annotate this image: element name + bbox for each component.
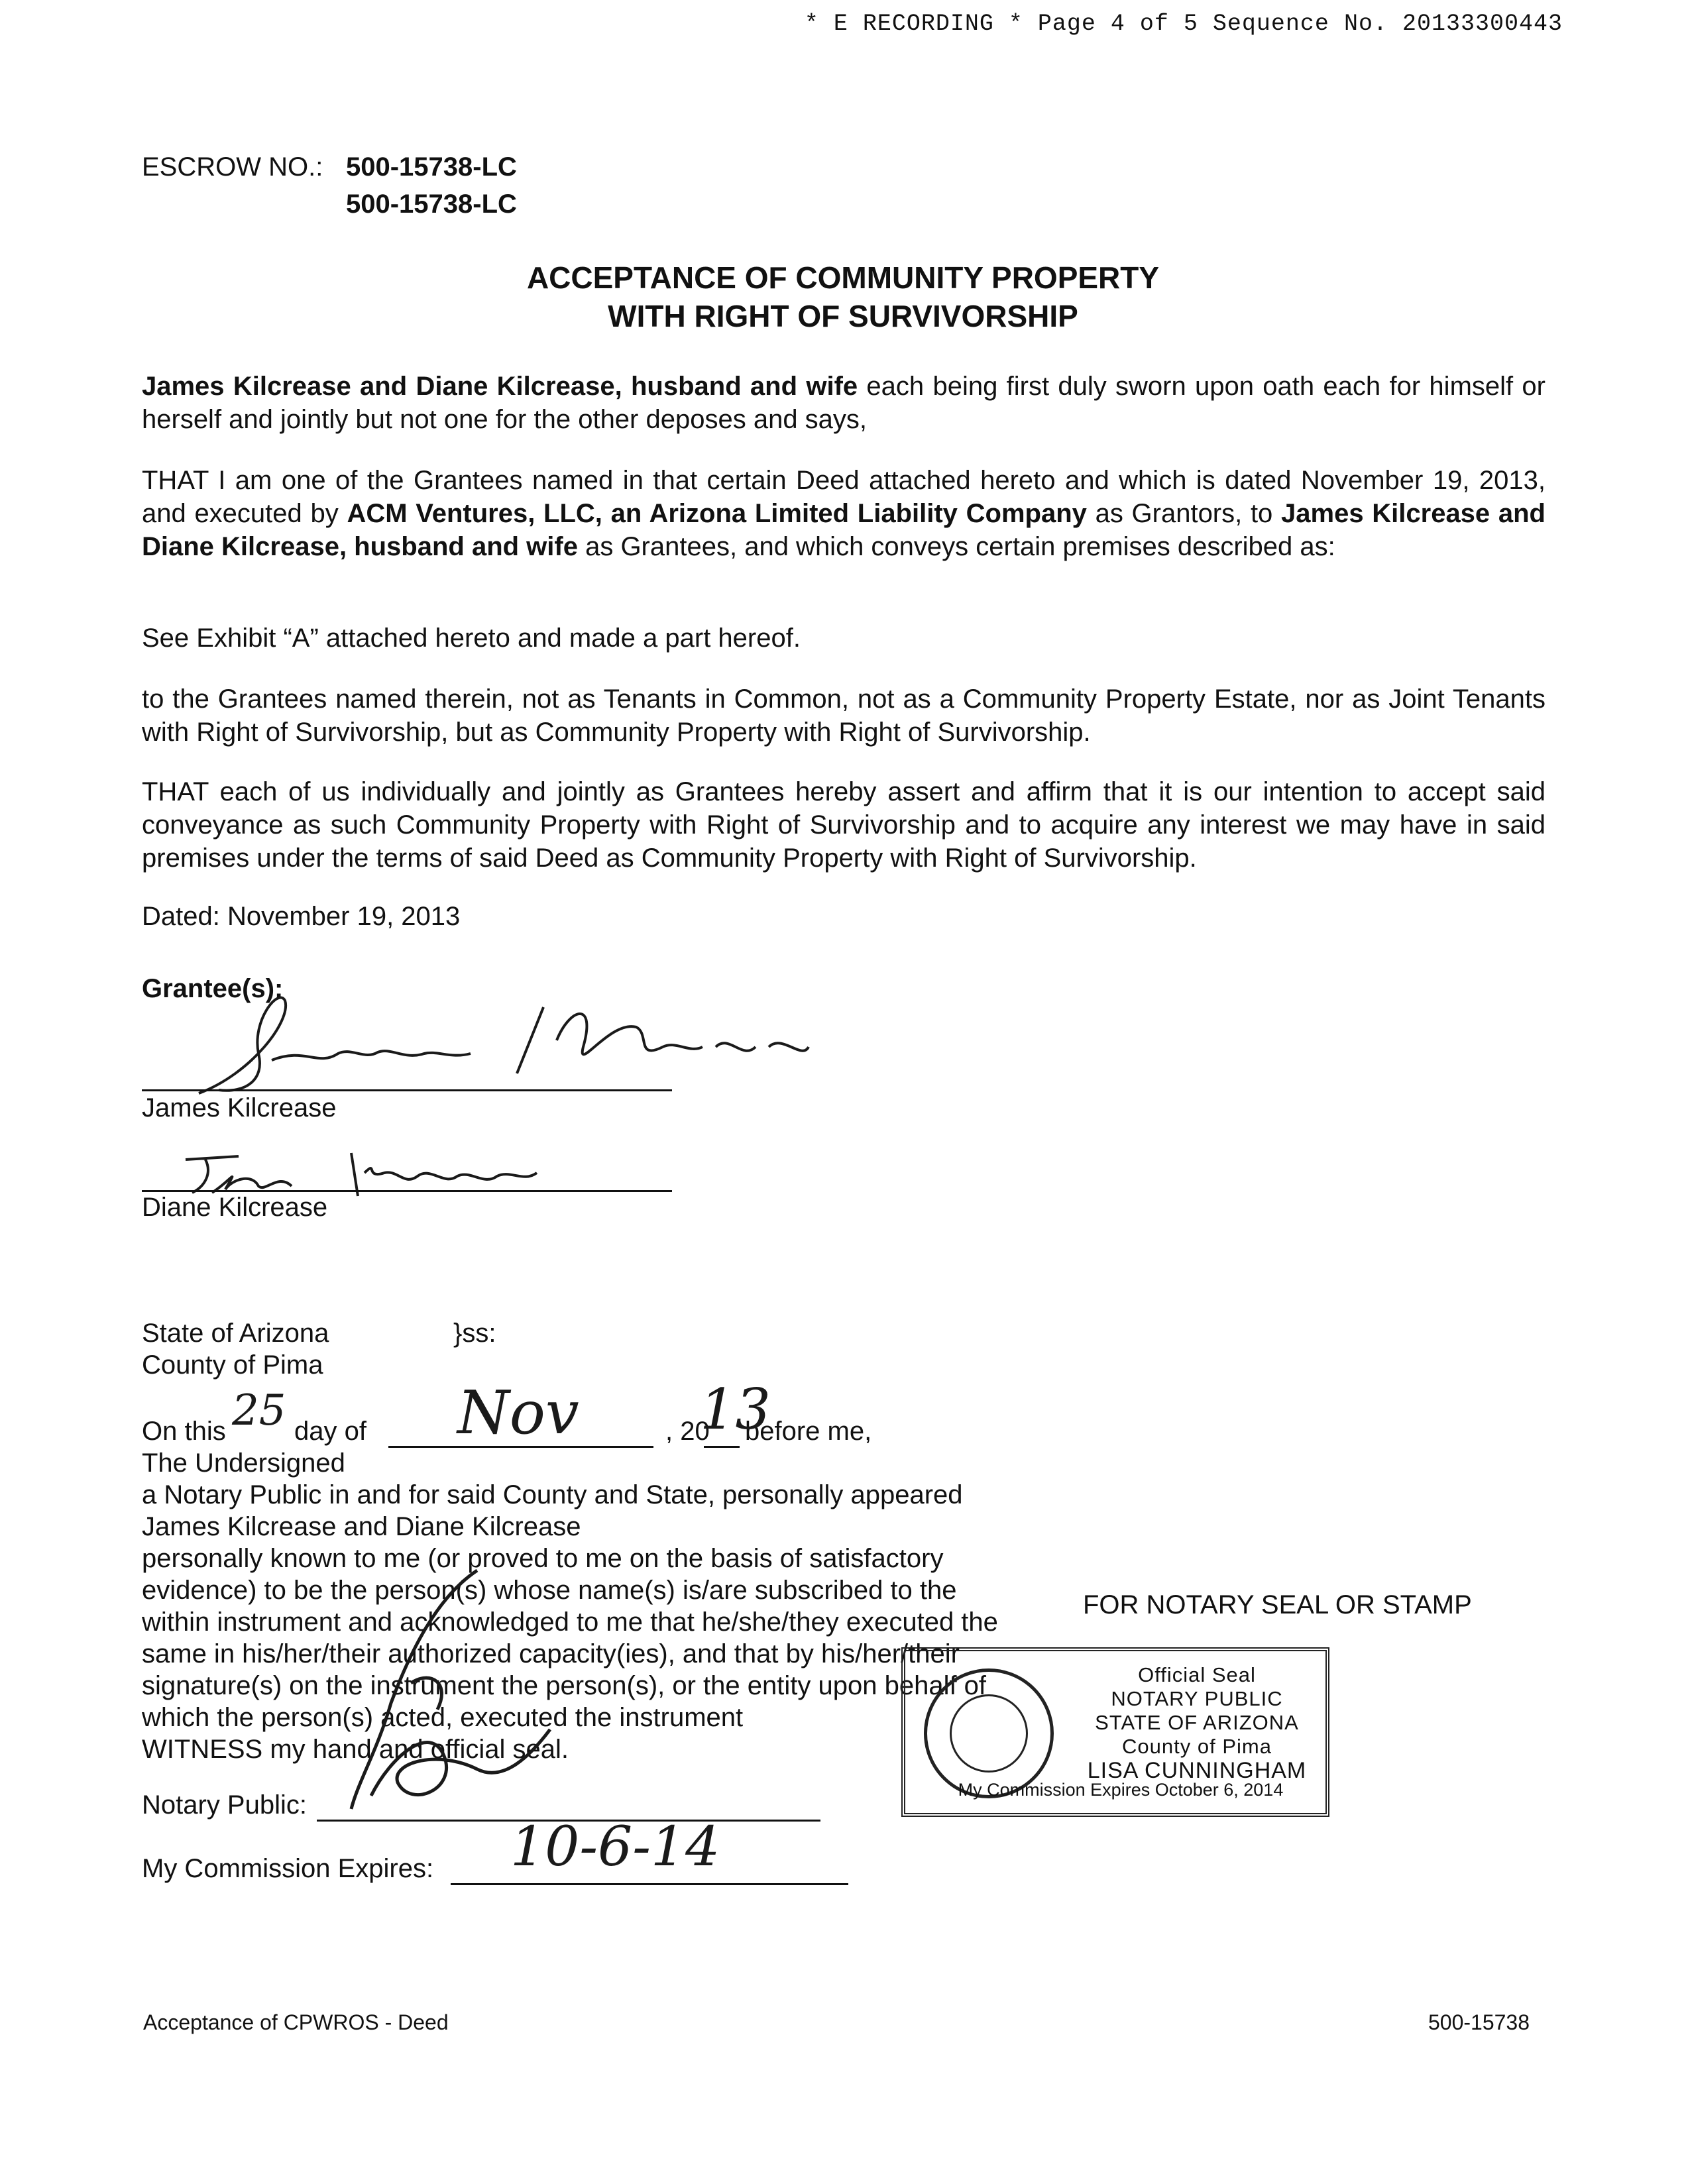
paragraph-deed-description (142, 464, 1546, 563)
grantee-label: Grantee(s): (142, 974, 284, 1003)
venue-state: State of Arizona }ss: (142, 1319, 496, 1348)
para2-text-2: as Grantors, to (1086, 499, 1282, 528)
footer-right: 500-15738 (1428, 2010, 1530, 2034)
signature-line-2 (142, 1190, 672, 1192)
escrow-number-2: 500-15738-LC (346, 190, 517, 219)
title-line-1: ACCEPTANCE OF COMMUNITY PROPERTY (526, 260, 1160, 295)
grantees-bold-2: James Kilcrease and Diane Kilcrease, husband and wife (142, 499, 1546, 561)
notary-seal-label: FOR NOTARY SEAL OR STAMP (1083, 1590, 1472, 1619)
footer-left: Acceptance of CPWROS - Deed (143, 2010, 449, 2034)
notary-line-e: within instrument and acknowledged to me that he/she/they executed the (142, 1608, 998, 1637)
handwritten-day: 25 (232, 1386, 286, 1435)
grantee-name-1: James Kilcrease (142, 1093, 337, 1122)
notary-public-line: Notary Public: (142, 1790, 307, 1820)
notary-line-b: James Kilcrease and Diane Kilcrease (142, 1512, 581, 1541)
signature-line-1 (142, 1089, 672, 1091)
recording-header: * E RECORDING * Page 4 of 5 Sequence No. 20133300443 (804, 11, 1563, 37)
handwritten-year: 13 (700, 1377, 771, 1442)
state-seal-emblem (924, 1668, 1054, 1798)
on-this-line: On this day of , 20 before me, (142, 1417, 872, 1446)
para1-text: each being first duly sworn upon oath each for himself or herself and jointly but not one for the other deposes and says, (142, 372, 1546, 434)
notary-line-g: signature(s) on the instrument the person(s), or the entity upon behalf of (142, 1671, 987, 1700)
year-blank-line (704, 1446, 740, 1448)
notary-line-i: WITNESS my hand and official seal. (142, 1735, 569, 1764)
paragraph-exhibit: See Exhibit “A” attached hereto and made a part hereof. (142, 624, 801, 653)
venue-county: County of Pima (142, 1350, 323, 1380)
notary-line-d: evidence) to be the person(s) whose name(s) is/are subscribed to the (142, 1576, 957, 1605)
handwritten-expiry: 10-6-14 (510, 1816, 720, 1879)
commission-expires-line: My Commission Expires: (142, 1854, 434, 1883)
notary-line-c: personally known to me (or proved to me on the basis of satisfactory (142, 1544, 944, 1573)
escrow-number-1: 500-15738-LC (346, 152, 517, 182)
para2-text-1: THAT I am one of the Grantees named in that certain Deed attached hereto and which is dated November 19, 2013, and executed by (142, 466, 1546, 528)
grantee-name-2: Diane Kilcrease (142, 1193, 328, 1222)
grantor-bold: ACM Ventures, LLC, an Arizona Limited Liability Company (347, 499, 1087, 528)
undersigned: The Undersigned (142, 1448, 345, 1478)
venue-ss: }ss: (453, 1319, 496, 1348)
paragraph-affirmation: THAT each of us individually and jointly as Grantees hereby assert and affirm that it is our intention to accept said conveyance as such Community Property with Right of Survivorship and to acquire any interest we may have in said premises under the terms of said Deed as Community Property with Right of Survivorship. (142, 777, 1546, 873)
notary-line-a: a Notary Public in and for said County and State, personally appeared (142, 1480, 963, 1509)
commission-expires-blank (451, 1883, 848, 1885)
grantees-bold: James Kilcrease and Diane Kilcrease, husband and wife (142, 372, 858, 401)
paragraph-grantees-sworn (142, 370, 1546, 436)
escrow-label: ESCROW NO.: (142, 152, 323, 182)
dated-line: Dated: November 19, 2013 (142, 902, 461, 931)
notary-line-h: which the person(s) acted, executed the instrument (142, 1703, 744, 1732)
paragraph-tenancy: to the Grantees named therein, not as Tenants in Common, not as a Community Property Estate, nor as Joint Tenants with Right of Survivorship, but as Community Property with Right of Survivorship. (142, 684, 1546, 747)
stamp-text: Official Seal NOTARY PUBLIC STATE OF ARIZONA County of Pima LISA CUNNINGHAM (1087, 1663, 1307, 1783)
handwritten-month: Nov (457, 1378, 579, 1448)
title-line-2: WITH RIGHT OF SURVIVORSHIP (608, 299, 1078, 333)
para2-text-3: as Grantees, and which conveys certain premises described as: (577, 532, 1335, 561)
stamp-expiration: My Commission Expires October 6, 2014 (958, 1780, 1284, 1800)
notary-line-f: same in his/her/their authorized capacity(ies), and that by his/her/their (142, 1639, 960, 1668)
notary-stamp (901, 1647, 1329, 1817)
document-title (0, 258, 1686, 335)
escrow-block (142, 148, 517, 223)
